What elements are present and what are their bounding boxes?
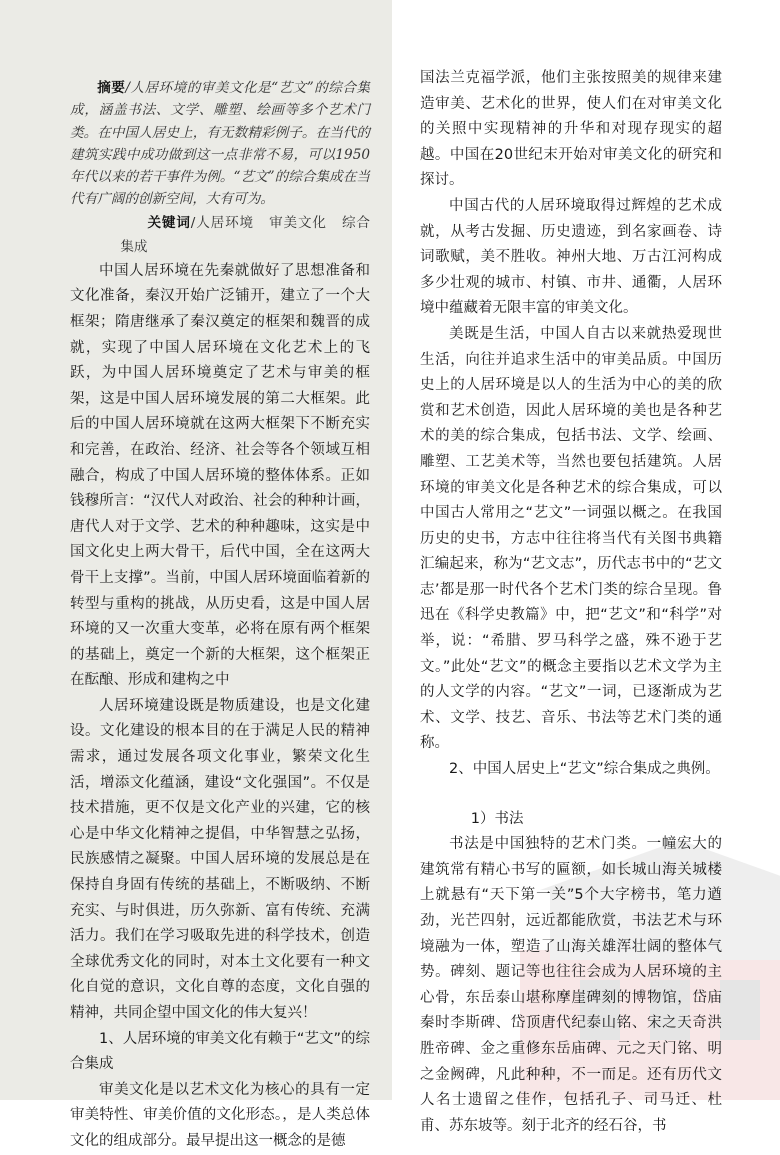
keywords: [70, 211, 370, 259]
body-paragraph: 书法是中国独特的艺术门类。一幢宏大的建筑常有精心书写的匾额，如长城山海关城楼上就悬有“天下第一关”5个大字榜书，笔力遒劲，光芒四射，远近都能欣赏，书法艺术与环境融为一体，塑造了山海关雄浑壮阔的整体气势。碑刻、题记等也往往会成为人居环境的主心骨，东岳泰山堪称摩崖碑刻的博物馆，岱庙秦时李斯碑、岱顶唐代纪泰山铭、宋之天奇洪胜帝碑、金之重修东岳庙碑、元之天门铭、明之金阙碑，凡此种种，不一而足。还有历代文人名士遗留之佳作，包括孔子、司马迁、杜甫、苏东坡等。刻于北齐的经石谷，书: [420, 836, 722, 1134]
abstract-text: /人居环境的审美文化是“艺文”的综合集成，涵盖书法、文学、雕塑、绘画等多个艺术门类。在中国人居史上，有无数精彩例子。在当代的建筑实践中成功做到这一点非常不易，可以1950年代以来的若干事件为例。“艺文”的综合集成在当代有广阔的创新空间，大有可为。: [70, 80, 370, 208]
keywords-label: 关键词: [147, 214, 191, 231]
body-paragraph: 中国古代的人居环境取得过辉煌的艺术成就，从考古发掘、历史遗迹，到名家画卷、诗词歌赋，美不胜收。神州大地、万古江河构成多少壮观的城市、村镇、市井、通衢，人居环境中蕴藏着无限丰富的审美文化。: [420, 197, 722, 317]
body-paragraph: 中国人居环境在先秦就做好了思想准备和文化准备，秦汉开始广泛铺开，建立了一个大框架；隋唐继承了秦汉奠定的框架和魏晋的成就，实现了中国人居环境在文化艺术上的飞跃，为中国人居环境奠定了艺术与审美的框架，这是中国人居环境发展的第二大框架。此后的中国人居环境就在这两大框架下不断充实和完善，在政治、经济、社会等各个领域互相融合，构成了中国人居环境的整体体系。正如钱穆所言：“汉代人对政治、社会的种种计画，唐代人对于文学、艺术的种种趣味，这实是中国文化史上两大骨干，后代中国，全在这两大骨干上支撑”。当前，中国人居环境面临着新的转型与重构的挑战，从历史看，这是中国人居环境的又一次重大变革，必将在原有两个框架的基础上，奠定一个新的大框架，这个框架正在酝酿、形成和建构之中: [70, 262, 370, 689]
body-paragraph: 人居环境建设既是物质建设，也是文化建设。文化建设的根本目的在于满足人民的精神需求，通过发展各项文化事业，繁荣文化生活，增添文化蕴涵，建设“文化强国”。不仅是技术措施，更不仅是文化产业的兴建，它的核心是中华文化精神之提倡，中华智慧之弘扬，民族感情之凝聚。中国人居环境的发展总是在保持自身固有传统的基础上，不断吸纳、不断充实、与时俱进，历久弥新、富有传统、充满活力。我们在学习吸取先进的科学技术，创造全球优秀文化的同时，对本土文化要有一种文化自觉的意识，文化自尊的态度，文化自强的精神，共同企望中国文化的伟大复兴！: [70, 697, 370, 1021]
abstract: [70, 77, 370, 211]
body-paragraph: 审美文化是以艺术文化为核心的具有一定审美特性、审美价值的文化形态。，是人类总体文化的组成部分。最早提出这一概念的是德: [70, 1081, 370, 1149]
body-paragraph: 美既是生活，中国人自古以来就热爱现世生活，向往并追求生活中的审美品质。中国历史上的人居环境是以人的生活为中心的美的欣赏和艺术创造，因此人居环境的美也是各种艺术的美的综合集成，包括书法、文学、绘画、雕塑、工艺美术等，当然也要包括建筑。人居环境的审美文化是各种艺术的综合集成，可以中国古人常用之“艺文”一词强以概之。在我国历史的史书，方志中往往将当代有关图书典籍汇编起来，称为“艺文志”，历代志书中的“艺文志’都是那一时代各个艺术门类的综合呈现。鲁迅在《科学史教篇》中，把“艺文”和“科学”对举，说：“希腊、罗马科学之盛，殊不逊于艺文。”此处“艺文”的概念主要指以艺术文学为主的人文学的内容。“艺文”一词，已逐渐成为艺术、文学、技艺、音乐、书法等艺术门类的通称。: [420, 325, 722, 752]
left-column: [70, 0, 370, 1155]
keywords-text: /人居环境 审美文化 综合集成: [120, 214, 370, 255]
right-column: [420, 0, 722, 1139]
section-heading: 1、人居环境的审美文化有赖于“艺文”的综合集成: [70, 1030, 370, 1073]
subsection-heading: 1）书法: [470, 810, 524, 827]
spacer: [420, 783, 722, 807]
abstract-label: 摘要: [97, 80, 126, 96]
section-heading: 2、中国人居史上“艺文”综合集成之典例。: [449, 761, 720, 778]
body-paragraph-continued: 国法兰克福学派，他们主张按照美的规律来建造审美、艺术化的世界，使人们在对审美文化的关照中实现精神的升华和对现存现实的超越。中国在20世纪末开始对审美文化的研究和探讨。: [420, 70, 722, 189]
